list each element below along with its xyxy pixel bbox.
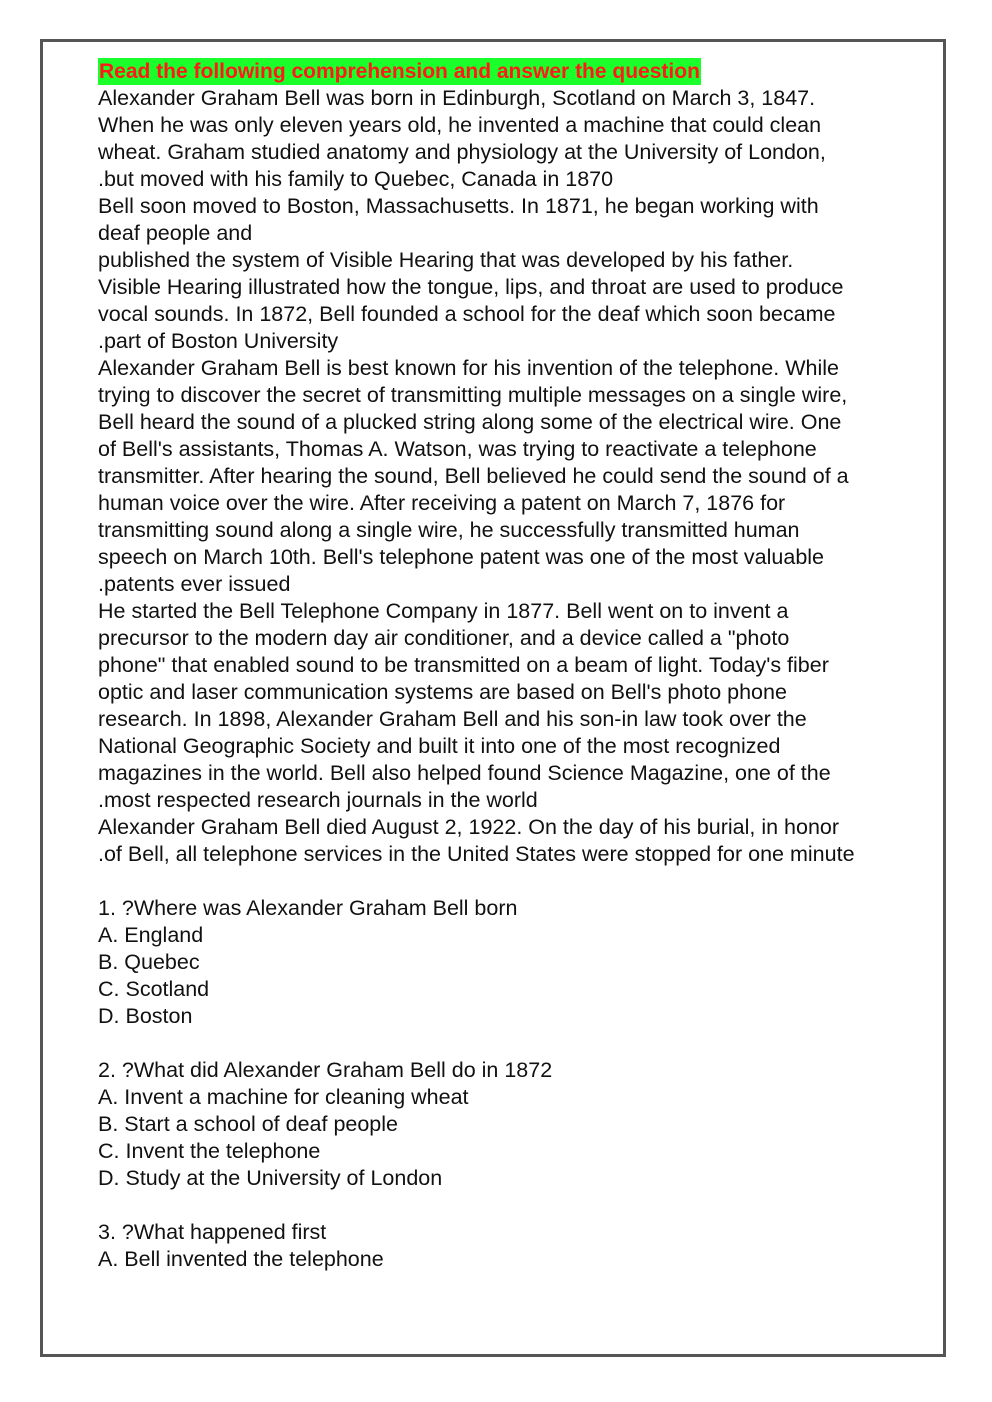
answer-option: C. Scotland: [98, 977, 210, 1001]
instruction-heading: Read the following comprehension and answer the question: [99, 60, 700, 83]
passage-line: Alexander Graham Bell was born in Edinburgh, Scotland on March 3, 1847.: [98, 86, 816, 110]
passage-line: Alexander Graham Bell died August 2, 1922. On the day of his burial, in honor: [98, 815, 840, 839]
passage-line: .but moved with his family to Quebec, Canada in 1870: [98, 167, 614, 191]
heading-line: [98, 58, 938, 85]
question-2: [98, 1057, 938, 1192]
answer-option: C. Invent the telephone: [98, 1139, 321, 1163]
passage-line: When he was only eleven years old, he invented a machine that could clean: [98, 113, 822, 137]
spacer: [98, 1192, 938, 1219]
passage-line: magazines in the world. Bell also helped found Science Magazine, one of the: [98, 761, 831, 785]
passage-line: human voice over the wire. After receiving a patent on March 7, 1876 for: [98, 491, 786, 515]
passage-line: phone" that enabled sound to be transmitted on a beam of light. Today's fiber: [98, 653, 829, 677]
reading-passage: [98, 85, 938, 868]
passage-line: research. In 1898, Alexander Graham Bell and his son-in law took over the: [98, 707, 807, 731]
answer-option: D. Boston: [98, 1004, 193, 1028]
passage-line: optic and laser communication systems are based on Bell's photo phone: [98, 680, 787, 704]
passage-line: speech on March 10th. Bell's telephone patent was one of the most valuable: [98, 545, 825, 569]
passage-line: trying to discover the secret of transmitting multiple messages on a single wire,: [98, 383, 848, 407]
question-text: 3. ?What happened first: [98, 1220, 327, 1244]
answer-option: B. Quebec: [98, 950, 200, 974]
passage-line: Visible Hearing illustrated how the tongue, lips, and throat are used to produce: [98, 275, 844, 299]
passage-line: wheat. Graham studied anatomy and physiology at the University of London,: [98, 140, 826, 164]
spacer: [98, 868, 938, 895]
passage-line: vocal sounds. In 1872, Bell founded a school for the deaf which soon became: [98, 302, 836, 326]
answer-option: A. Invent a machine for cleaning wheat: [98, 1085, 469, 1109]
passage-line: He started the Bell Telephone Company in 1877. Bell went on to invent a: [98, 599, 789, 623]
answer-option: B. Start a school of deaf people: [98, 1112, 399, 1136]
passage-line: of Bell's assistants, Thomas A. Watson, was trying to reactivate a telephone: [98, 437, 817, 461]
passage-line: .part of Boston University: [98, 329, 339, 353]
question-3: [98, 1219, 938, 1273]
passage-line: transmitter. After hearing the sound, Bell believed he could send the sound of a: [98, 464, 849, 488]
question-text: 1. ?Where was Alexander Graham Bell born: [98, 896, 518, 920]
question-text: 2. ?What did Alexander Graham Bell do in 1872: [98, 1058, 553, 1082]
passage-line: Alexander Graham Bell is best known for his invention of the telephone. While: [98, 356, 839, 380]
answer-option: A. England: [98, 923, 204, 947]
passage-line: National Geographic Society and built it into one of the most recognized: [98, 734, 781, 758]
passage-line: .of Bell, all telephone services in the United States were stopped for one minute: [98, 842, 855, 866]
passage-line: published the system of Visible Hearing that was developed by his father.: [98, 248, 794, 272]
passage-line: .most respected research journals in the world: [98, 788, 538, 812]
passage-line: Bell soon moved to Boston, Massachusetts. In 1871, he began working with: [98, 194, 819, 218]
worksheet-content: [98, 58, 938, 1273]
answer-option: D. Study at the University of London: [98, 1166, 443, 1190]
passage-line: .patents ever issued: [98, 572, 291, 596]
spacer: [98, 1030, 938, 1057]
passage-line: Bell heard the sound of a plucked string along some of the electrical wire. One: [98, 410, 842, 434]
answer-option: A. Bell invented the telephone: [98, 1247, 384, 1271]
passage-line: transmitting sound along a single wire, he successfully transmitted human: [98, 518, 800, 542]
passage-line: precursor to the modern day air conditioner, and a device called a "photo: [98, 626, 790, 650]
passage-line: deaf people and: [98, 221, 253, 245]
question-1: [98, 895, 938, 1030]
